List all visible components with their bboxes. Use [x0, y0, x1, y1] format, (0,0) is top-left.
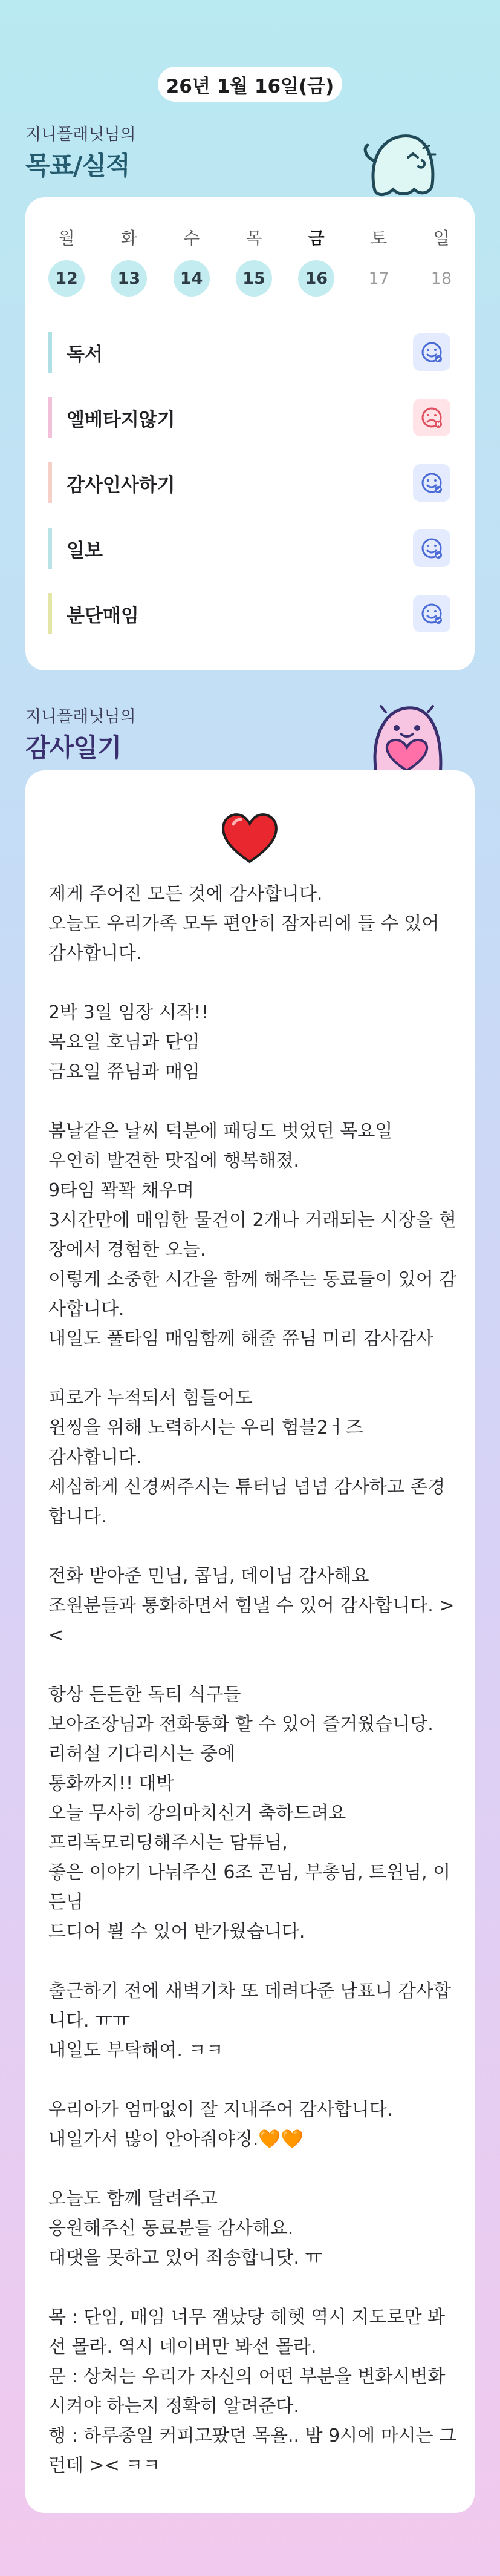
day-number[interactable]: 16 — [298, 260, 334, 297]
day-thu[interactable] — [236, 225, 272, 297]
day-number[interactable]: 18 — [430, 269, 452, 288]
goal-name: 독서 — [67, 343, 103, 365]
day-name: 금 — [308, 228, 325, 248]
diary-entry-text: 제게 주어진 모든 것에 감사합니다. 오늘도 우리가족 모두 편안히 잠자리에 들 수 있어 감사합니다. 2박 3일 임장 시작!! 목요일 호님과 단임 금요일 쮸님과 매임 봄날같은 날씨 덕분에 패딩도 벗었던 목요일 우연히 발견한 맛집에 행복해졌. 9타임 꽉꽉 채우며 3시간만에 매임한 물건이 2개나 거래되는 시장을 현장에서 경험한 오늘. 이렇게 소중한 시간을 함께 해주는 동료들이 있어 감사합니다. 내일도 풀타임 매임함께 해줄 쮸님 미리 감사감사 피로가 누적되서 힘들어도 윈씽을 위해 노력하시는 우리 험블2ㅓ즈 감사합니다. 세심하게 신경써주시는 튜터님 넘넘 감사하고 존경합니다. 전화 받아준 민님, 콥님, 데이님 감사해요 조원분들과 통화하면서 힘낼 수 있어 감사합니다. >< 항상 든든한 독티 식구들 보아조장님과 전화통화 할 수 있어 즐거웠습니당. 리허설 기다리시는 중에 통화까지!! 대박 오늘 무사히 강의마치신거 축하드려요 프리독모리딩해주시는 담튜님, 좋은 이야기 나눠주신 6조 곤님, 부총님, 트윈님, 이든님 드디어 뵐 수 있어 반가웠습니다. 출근하기 전에 새벽기차 또 데려다준 남표니 감사합니다. ㅠㅠ 내일도 부탁해여. ㅋㅋ 우리아가 엄마없이 잘 지내주어 감사합니다. 내일가서 많이 안아줘야징.🧡🧡 오늘도 함께 달려주고 응원해주신 동료분들 감사해요. 대댓을 못하고 있어 죄송합니닷. ㅠ 목 : 단임, 매임 너무 잼났당 헤헷 역시 지도로만 봐선 몰라. 역시 네이버만 봐선 몰라. 문 : 상처는 우리가 자신의 어떤 부분을 변화시변화시켜야 하는지 정확히 알려준다. 행 : 하루종일 커피고팠던 목욜.. 밤 9시에 마시는 그런데 >< ㅋㅋ — [48, 883, 457, 2476]
day-name: 토 — [371, 228, 388, 248]
goal-name: 분단매임 — [67, 605, 139, 627]
goal-name: 감사인사하기 — [67, 474, 175, 496]
goals-title: 목표/실적 — [25, 151, 130, 180]
day-name: 목 — [245, 228, 262, 248]
day-name: 수 — [183, 228, 200, 248]
smile-icon[interactable] — [413, 464, 450, 502]
pink-mascot-icon — [362, 699, 452, 780]
day-fri[interactable] — [298, 225, 334, 297]
day-name: 화 — [120, 228, 137, 248]
diary-card — [25, 770, 475, 2513]
ghost-mascot-icon — [363, 124, 441, 202]
day-wed[interactable] — [174, 225, 210, 297]
diary-subtitle: 지니플래닛님의 — [25, 707, 136, 726]
goal-name: 일보 — [67, 539, 103, 562]
day-sun[interactable] — [423, 225, 459, 297]
goals-card — [25, 197, 475, 670]
day-number[interactable]: 12 — [48, 260, 85, 297]
smile-icon[interactable] — [413, 595, 450, 632]
sad-icon[interactable] — [413, 399, 450, 436]
date-label[interactable]: 26년 1월 16일(금) — [158, 67, 342, 102]
heart-icon — [220, 811, 279, 864]
day-tue[interactable] — [111, 225, 147, 297]
day-number[interactable]: 17 — [368, 269, 389, 288]
diary-section-title — [25, 703, 136, 764]
goal-item[interactable] — [48, 332, 450, 373]
goal-name: 엘베타지않기 — [67, 408, 175, 431]
goal-item[interactable] — [48, 397, 450, 438]
diary-title: 감사일기 — [25, 733, 122, 762]
day-sat[interactable] — [361, 225, 397, 297]
day-number[interactable]: 14 — [174, 260, 210, 297]
day-name: 월 — [58, 228, 75, 248]
day-mon[interactable] — [48, 225, 85, 297]
goal-item[interactable] — [48, 528, 450, 569]
day-number[interactable]: 13 — [111, 260, 147, 297]
smile-icon[interactable] — [413, 529, 450, 567]
week-calendar — [48, 225, 459, 297]
goals-subtitle: 지니플래닛님의 — [25, 125, 136, 144]
day-name: 일 — [433, 228, 450, 248]
day-number[interactable]: 15 — [236, 260, 272, 297]
goals-section-title — [25, 121, 136, 182]
goal-item[interactable] — [48, 462, 450, 503]
goal-item[interactable] — [48, 593, 450, 634]
smile-icon[interactable] — [413, 333, 450, 371]
